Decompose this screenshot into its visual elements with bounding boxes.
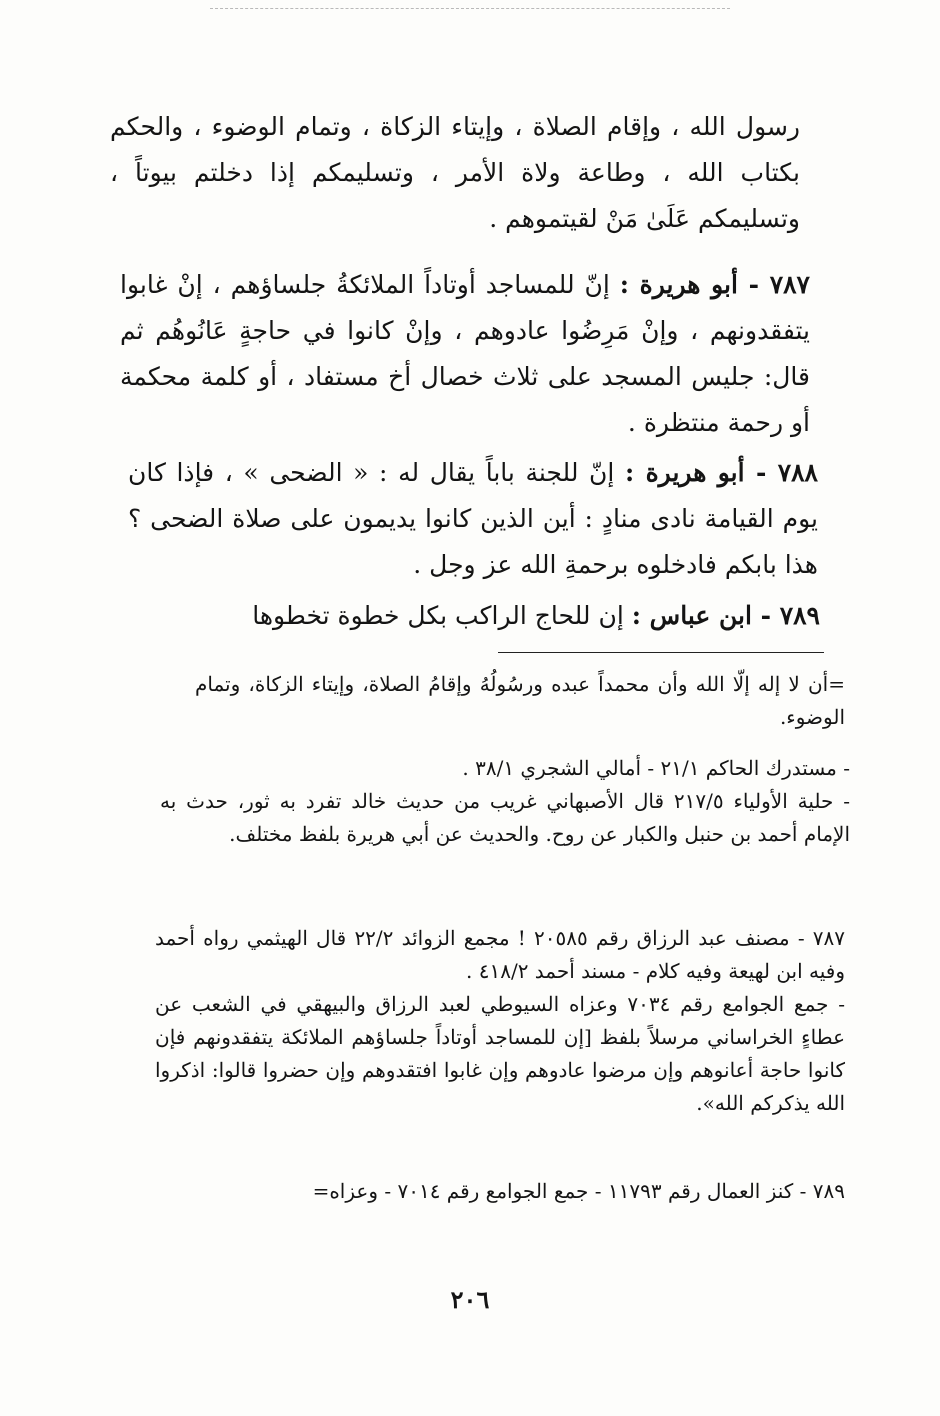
hadith-789-text: إن للحاج الراكب بكل خطوة تخطوها [252,601,632,630]
footnote-text: ٧٨٩ - كنز العمال رقم ١١٧٩٣ - جمع الجوامع رقم ٧٠١٤ - وعزاه= [312,1179,845,1203]
footnote-sources-block [160,752,850,851]
hadith-789-heading: ٧٨٩ - ابن عباس : [631,601,820,630]
hadith-continuation-paragraph [110,104,800,242]
footnote-787 [155,922,845,1120]
footnote-separator [498,652,824,653]
hadith-787-paragraph [120,262,810,446]
footnote-789 [175,1175,845,1208]
footnote-text: =أن لا إله إلّا الله وأن محمداً عبده ورسُولُهُ وإقامُ الصلاة، وإيتاء الزكاة، وتمام الوضوء. [195,672,845,729]
footnote-line: ٧٨٧ - مصنف عبد الرزاق رقم ٢٠٥٨٥ ! مجمع الزوائد ٢٢/٢ قال الهيثمي رواه أحمد وفيه ابن لهيعة وفيه كلام - مسند أحمد ٤١٨/٢ . [155,926,846,983]
hadith-788-paragraph [128,450,818,588]
hadith-788-text: إنّ للجنة باباً يقال له : « الضحى » ، فإذا كان يوم القيامة نادى منادٍ : أين الذين كانوا يديمون على صلاة الضحى ؟ هذا بابكم فادخلوه برحمةِ الله عز وجل . [128,458,818,579]
footnote-line: - جمع الجوامع رقم ٧٠٣٤ وعزاه السيوطي لعبد الرزاق والبيهقي في الشعب عن عطاءٍ الخراساني مرسلاً بلفظ [إن للمساجد أوتاداً جلساؤهم الملائكة يتفقدونهم فإن كانوا حاجة أعانوهم وإن مرضوا عادوهم وإن غابوا افتقدوهم وإن حضروا قالوا: اذكروا الله يذكركم الله». [155,992,846,1115]
hadith-787-text: إنّ للمساجد أوتاداً الملائكةُ جلساؤهم ، إنْ غابوا يتفقدونهم ، وإنْ مَرِضُوا عادوهم ، وإنْ كانوا في حاجةٍ عَانُوهُم ثم قال: جليس المسجد على ثلاث خصال أخ مستفاد ، أو كلمة محكمة أو رحمة منتظرة . [120,270,810,437]
paragraph-text: رسول الله ، وإقام الصلاة ، وإيتاء الزكاة ، وتمام الوضوء ، والحكم بكتاب الله ، وطاعة ولاة الأمر ، وتسليمكم إذا دخلتم بيوتاً ، وتسليمكم عَلَىٰ مَنْ لقيتموهم . [110,112,800,233]
hadith-788-heading: ٧٨٨ - أبو هريرة : [624,458,818,487]
footnote-continuation [195,668,845,734]
footnote-line: - مستدرك الحاكم ٢١/١ - أمالي الشجري ٣٨/١ . [462,756,850,780]
hadith-787-heading: ٧٨٧ - أبو هريرة : [619,270,810,299]
footnote-line: - حلية الأولياء ٢١٧/٥ قال الأصبهاني غريب من حديث خالد تفرد به ثور، حدث به الإمام أحمد بن حنبل والكبار عن روح. والحديث عن أبي هريرة بلفظ مختلف. [160,789,850,846]
hadith-789-paragraph [140,593,820,639]
page-number: ٢٠٦ [450,1285,490,1314]
